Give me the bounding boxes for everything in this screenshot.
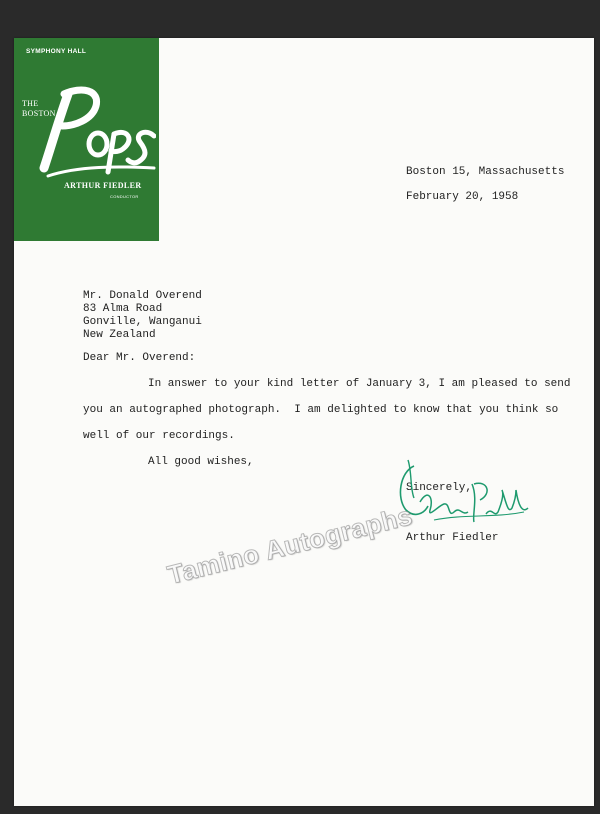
letterhead-venue: SYMPHONY HALL [26, 48, 87, 55]
sender-city: Boston 15, Massachusetts [406, 166, 565, 178]
recipient-name: Mr. Donald Overend [83, 290, 202, 302]
closing: Sincerely, [406, 482, 473, 494]
letterhead-conductor-name: ARTHUR FIEDLER [64, 181, 142, 190]
letterhead-logo [14, 38, 159, 241]
body-line-1: In answer to your kind letter of January 3, I am pleased to send [148, 378, 571, 390]
letterhead-conductor-role: CONDUCTOR [110, 194, 139, 199]
recipient-street: 83 Alma Road [83, 303, 163, 315]
handwritten-signature [394, 458, 534, 538]
recipient-town: Gonville, Wanganui [83, 316, 202, 328]
recipient-country: New Zealand [83, 329, 156, 341]
body-line-3: well of our recordings. [83, 430, 235, 442]
pops-logo [38, 82, 156, 178]
wishes: All good wishes, [148, 456, 254, 468]
letterhead-the: THE [22, 99, 39, 108]
signer-name: Arthur Fiedler [406, 532, 499, 544]
letterhead-boston: BOSTON [22, 109, 56, 118]
salutation: Dear Mr. Overend: [83, 352, 196, 364]
letter-date: February 20, 1958 [406, 191, 519, 203]
watermark: Tamino Autographs [164, 500, 416, 591]
body-line-2: you an autographed photograph. I am delighted to know that you think so [83, 404, 559, 416]
